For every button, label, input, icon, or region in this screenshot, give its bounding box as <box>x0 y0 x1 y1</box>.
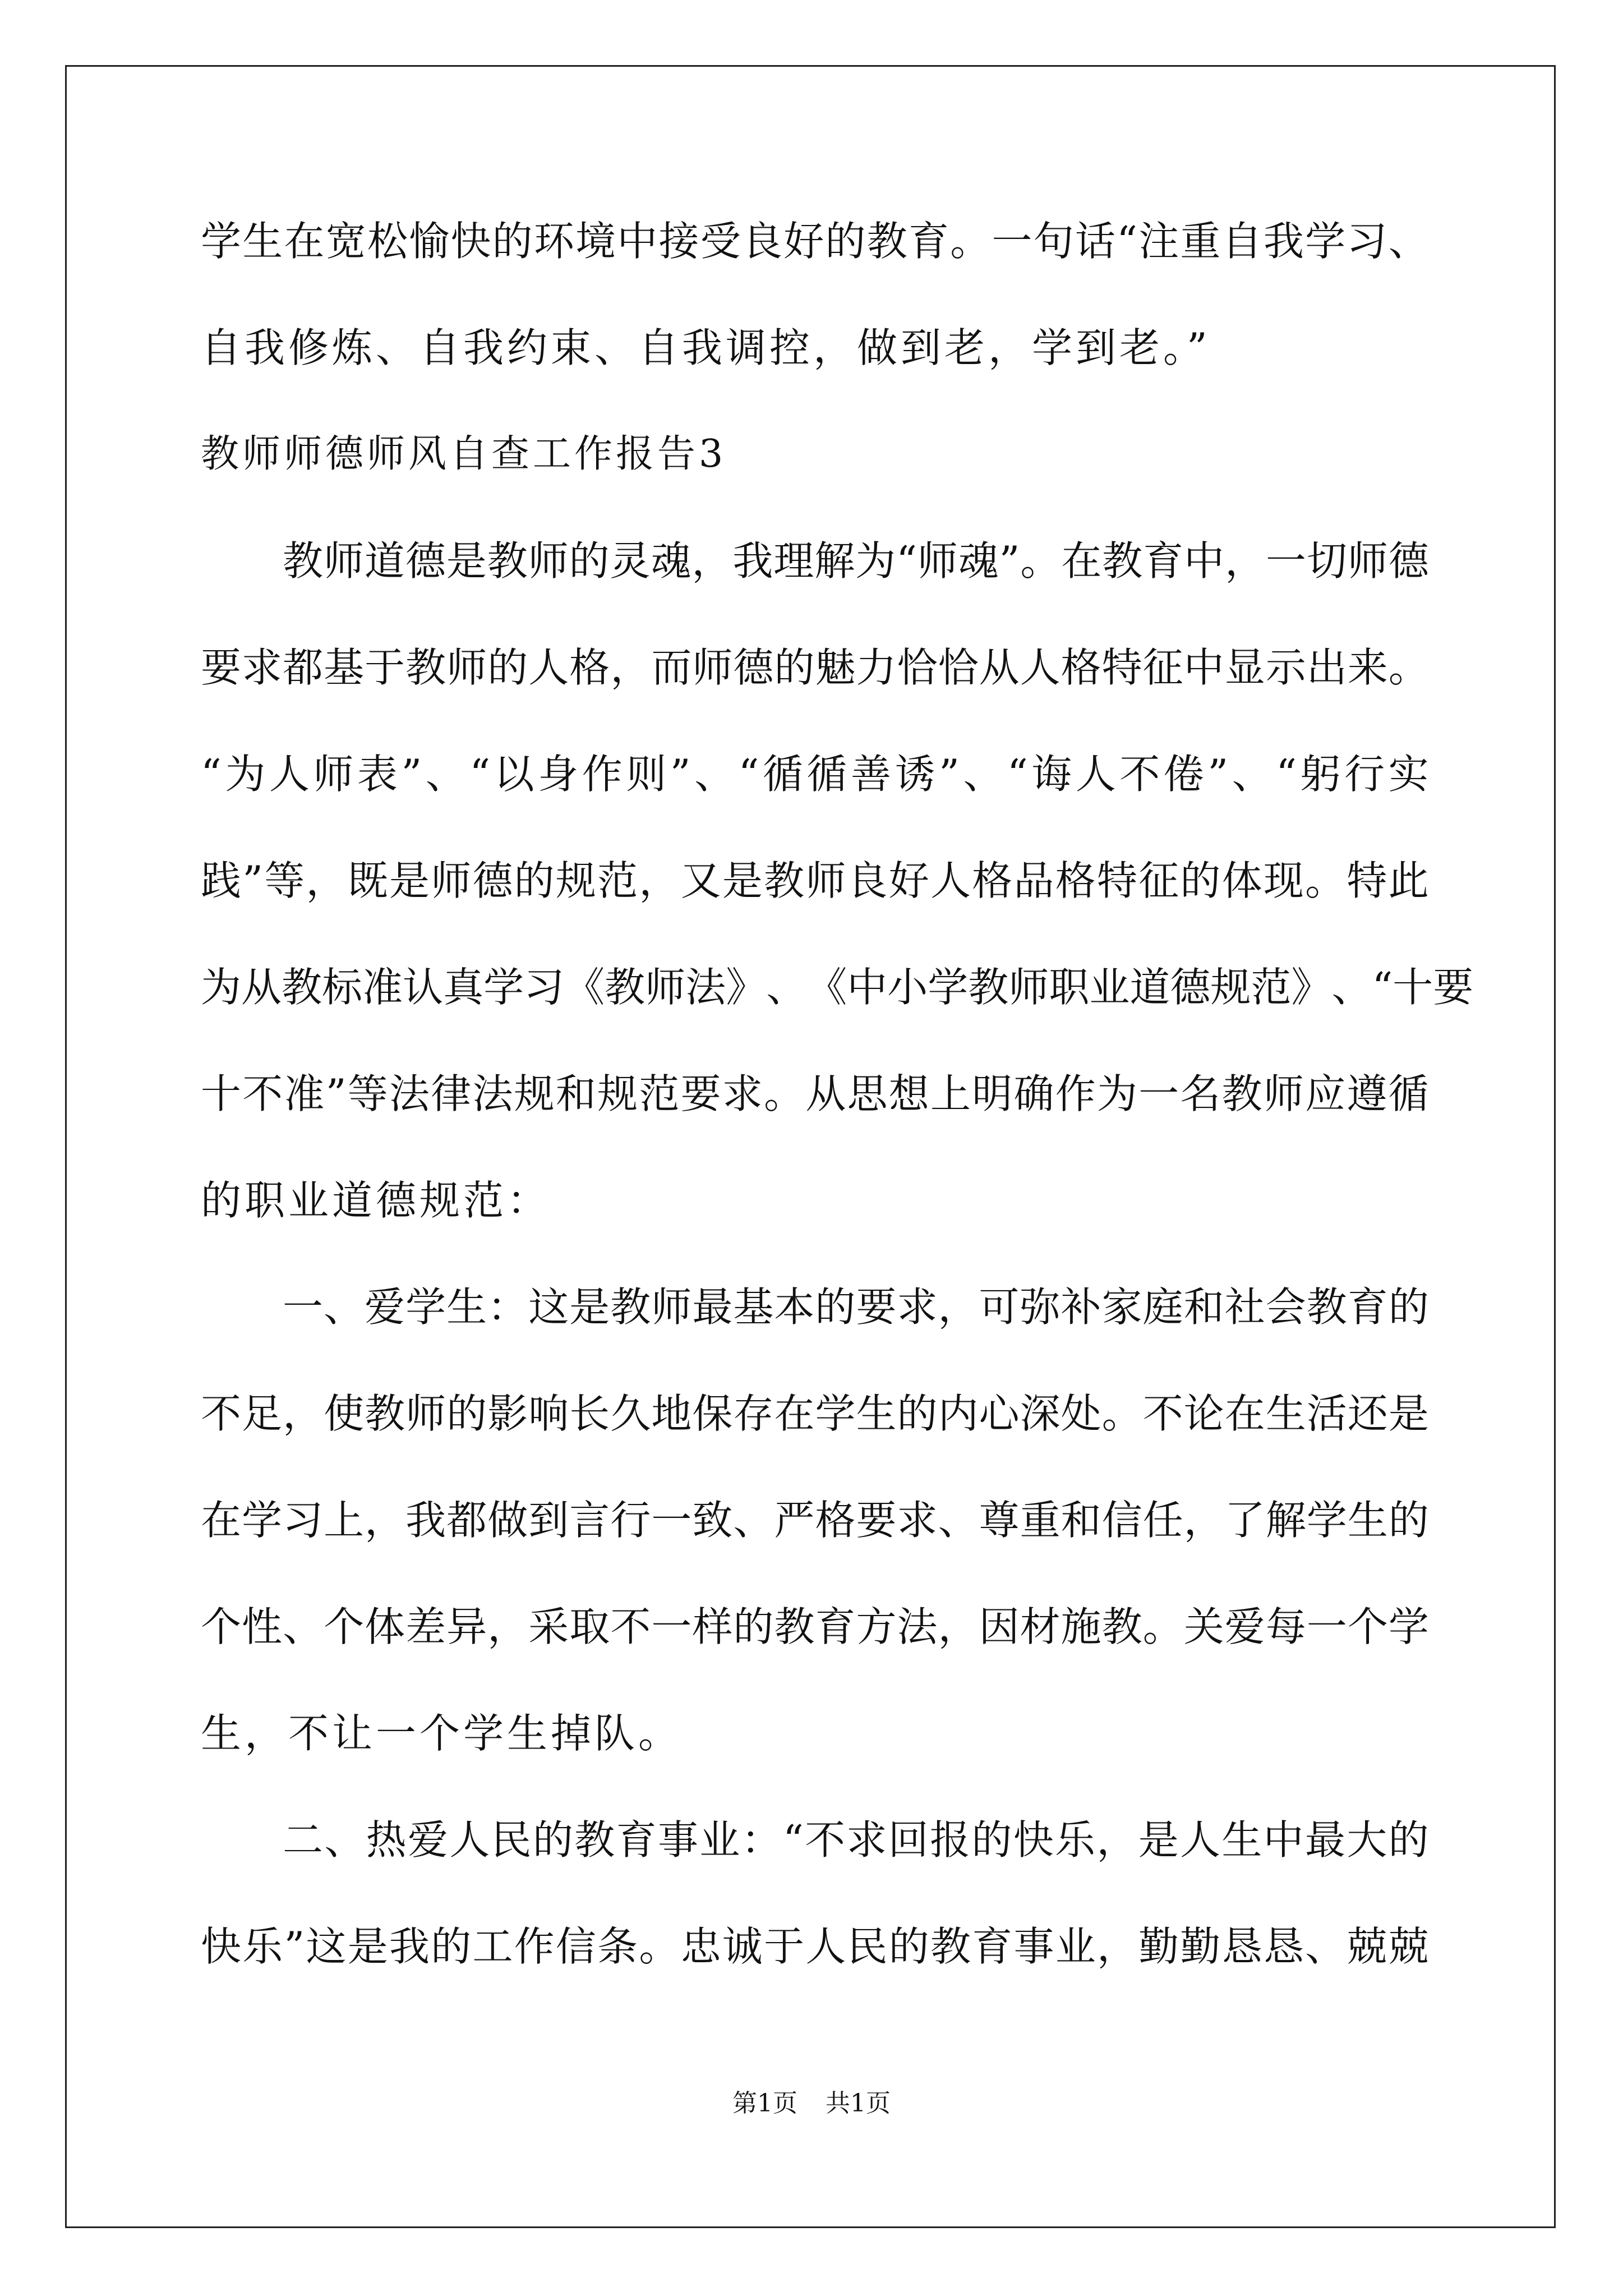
paragraph-line: 生，不让一个学生掉队。 <box>201 1710 683 1757</box>
paragraph-line: 要 求 都 基 于 教 师 的 人 格 ， 而 师 德 的 魅 力 恰 恰 从 人 格 特 征 中 显 示 出 来 。 <box>201 644 1429 691</box>
paragraph-line: 一 、 爱 学 生 ： 这 是 教 师 最 基 本 的 要 求 ， 可 弥 补 家 庭 和 社 会 教 育 的 <box>283 1283 1429 1331</box>
page-number: 第1页 <box>732 2089 797 2118</box>
paragraph-line: 二 、 热 爱 人 民 的 教 育 事 业 ： “ 不 求 回 报 的 快 乐 ， 是 人 生 中 最 大 的 <box>283 1816 1429 1864</box>
paragraph-line: 自我修炼、自我约束、自我调控，做到老，学到老。” <box>201 324 1211 371</box>
section-heading: 教师师德师风自查工作报告3 <box>201 432 727 476</box>
paragraph-line: 不 足 ， 使 教 师 的 影 响 长 久 地 保 存 在 学 生 的 内 心 深 处 。 不 论 在 生 活 还 是 <box>201 1390 1429 1437</box>
paragraph-line: 教 师 道 德 是 教 师 的 灵 魂 ， 我 理 解 为 “ 师 魂 ” 。 在 教 育 中 ， 一 切 师 德 <box>283 537 1429 585</box>
paragraph-line: 十 不 准 ” 等 法 律 法 规 和 规 范 要 求 。 从 思 想 上 明 确 作 为 一 名 教 师 应 遵 循 <box>201 1070 1429 1117</box>
page-border <box>65 65 1556 2228</box>
paragraph-line: 在 学 习 上 ， 我 都 做 到 言 行 一 致 、 严 格 要 求 、 尊 重 和 信 任 ， 了 解 学 生 的 <box>201 1497 1429 1544</box>
paragraph-line: 为 从 教 标 准 认 真 学 习 《 教 师 法 》 、 《 中 小 学 教 师 职 业 道 德 规 范 》 、 “ 十 要 <box>201 964 1474 1011</box>
page-total: 共1页 <box>826 2089 891 2118</box>
paragraph-line: 践 ” 等 ， 既 是 师 德 的 规 范 ， 又 是 教 师 良 好 人 格 品 格 特 征 的 体 现 。 特 此 <box>201 857 1429 904</box>
paragraph-line: 个 性 、 个 体 差 异 ， 采 取 不 一 样 的 教 育 方 法 ， 因 材 施 教 。 关 爱 每 一 个 学 <box>201 1603 1429 1650</box>
paragraph-line: “ 为 人 师 表 ” 、 “ 以 身 作 则 ” 、 “ 循 循 善 诱 ” 、 “ 诲 人 不 倦 ” 、 “ 躬 行 实 <box>201 751 1429 798</box>
paragraph-line: 的职业道德规范： <box>201 1177 551 1224</box>
paragraph-line: 快 乐 ” 这 是 我 的 工 作 信 条 。 忠 诚 于 人 民 的 教 育 事 业 ， 勤 勤 恳 恳 、 兢 兢 <box>201 1923 1429 1970</box>
page-footer <box>0 2087 1623 2120</box>
paragraph-line: 学 生 在 宽 松 愉 快 的 环 境 中 接 受 良 好 的 教 育 。 一 句 话 “ 注 重 自 我 学 习 、 <box>201 218 1429 265</box>
